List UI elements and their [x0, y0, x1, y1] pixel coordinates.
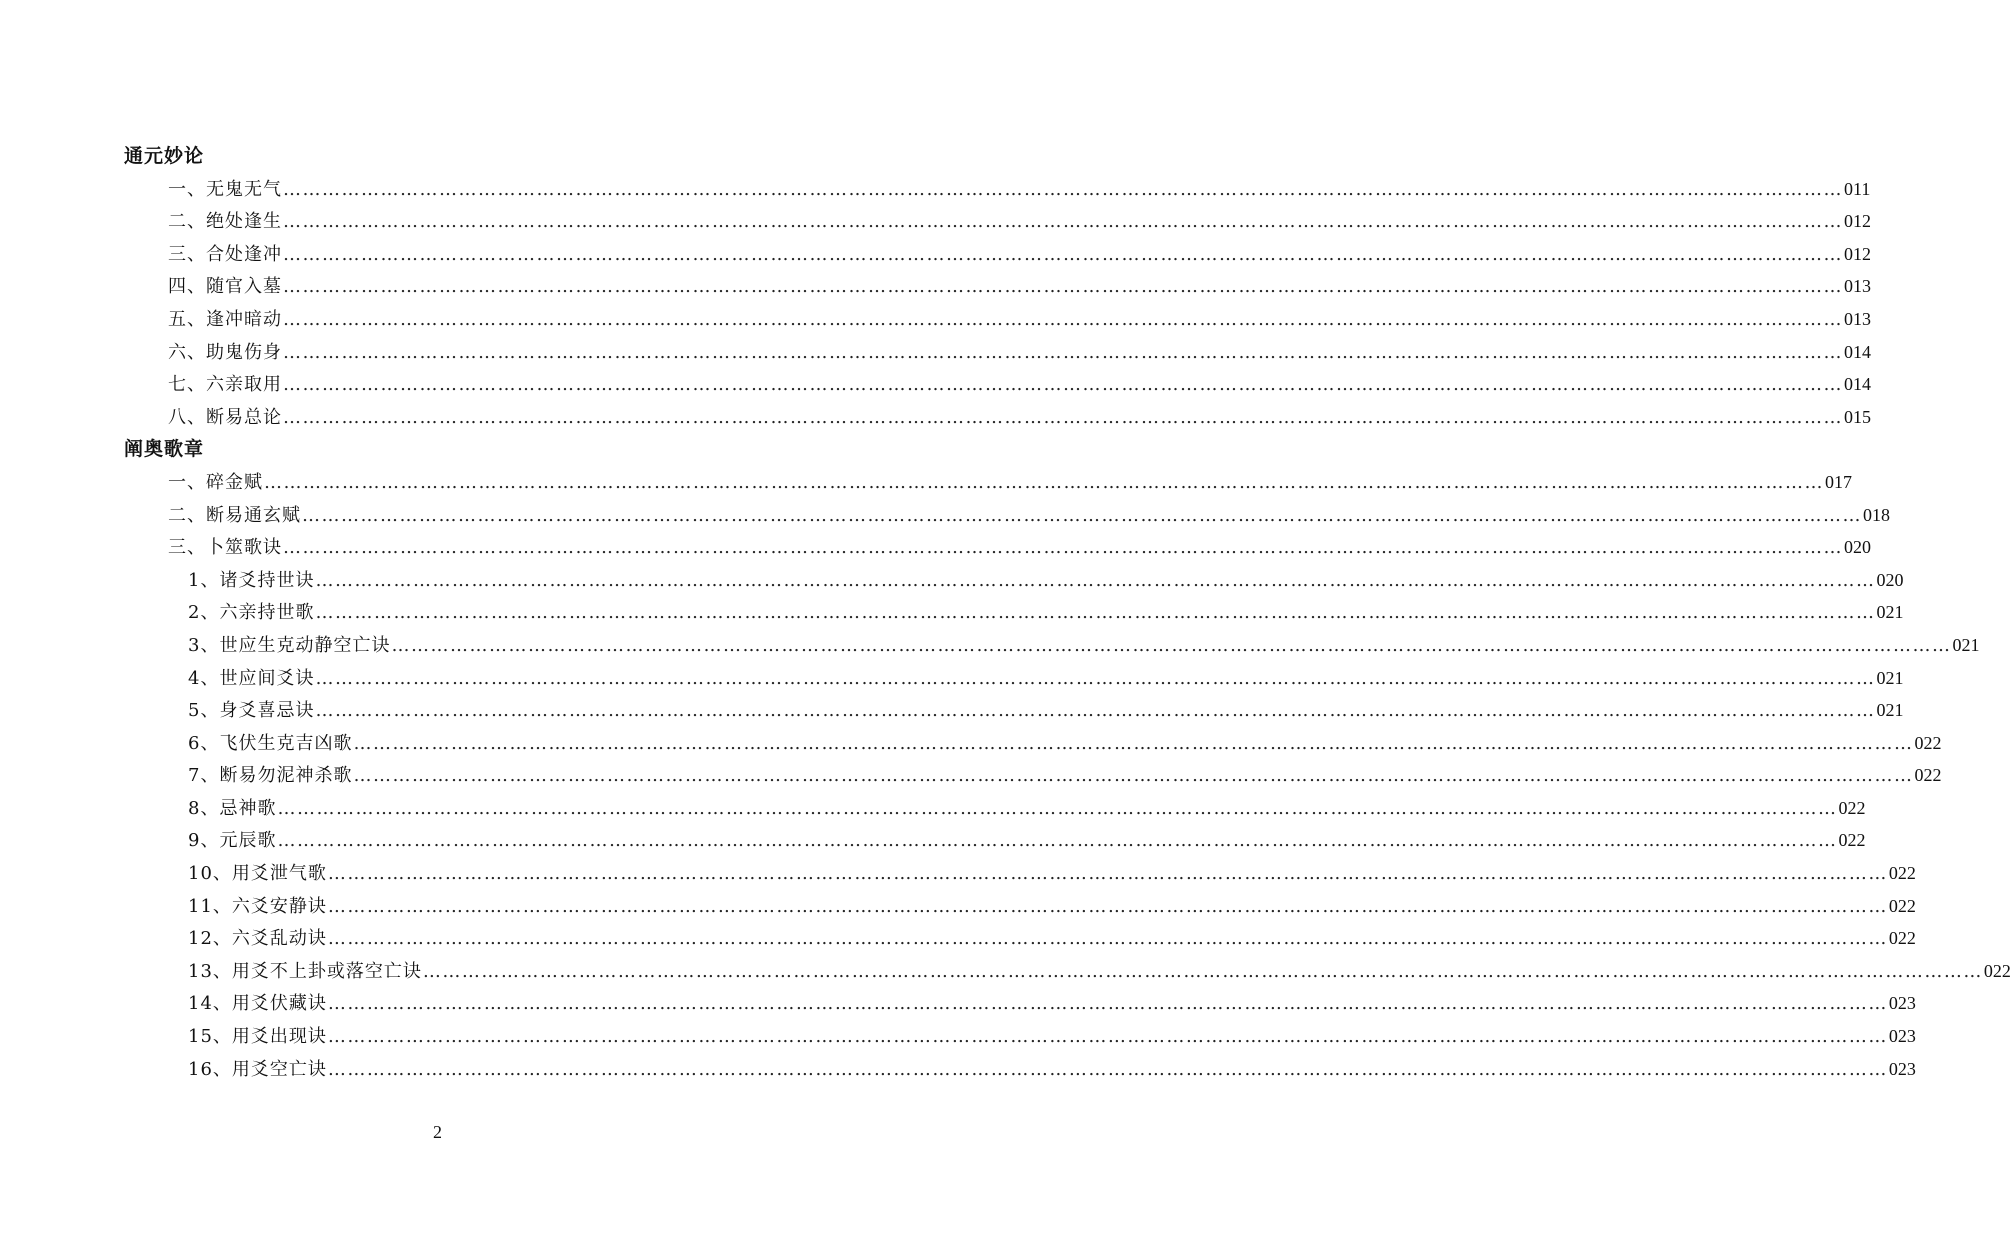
- toc-entry[interactable]: [124, 368, 1871, 401]
- toc-entry-title: 12、六爻乱动诀: [188, 928, 327, 950]
- toc-entry[interactable]: [124, 987, 1916, 1020]
- toc-entry-title: 三、合处逢冲: [168, 243, 282, 265]
- toc-leader-dots: ……………………………………………………………………………………………………………………………………………………………………………………………………………………: [283, 308, 1843, 330]
- toc-entry[interactable]: [124, 890, 1916, 923]
- toc-entry-title: 11、六爻安静诀: [188, 895, 327, 917]
- toc-entry-title: 10、用爻泄气歌: [188, 863, 327, 885]
- toc-entry[interactable]: [124, 173, 1871, 206]
- toc-entry-title: 二、绝处逢生: [168, 211, 282, 233]
- toc-entry-page: 021: [1876, 667, 1904, 688]
- toc-entry[interactable]: [124, 596, 1904, 629]
- toc-entry-title: 13、用爻不上卦或落空亡诀: [188, 960, 422, 982]
- toc-entry[interactable]: [124, 759, 1942, 792]
- toc-leader-dots: ……………………………………………………………………………………………………………………………………………………………………………………………………………………: [277, 830, 1838, 852]
- toc-entry[interactable]: [124, 955, 2011, 988]
- toc-leader-dots: ……………………………………………………………………………………………………………………………………………………………………………………………………………………: [353, 765, 1914, 787]
- toc-entry-page: 013: [1844, 308, 1871, 329]
- toc-entry-page: 023: [1888, 993, 1916, 1014]
- table-of-contents: [124, 140, 2011, 1085]
- toc-entry-title: 2、六亲持世歌: [188, 602, 315, 624]
- toc-entry-title: 3、世应生克动静空亡诀: [188, 634, 391, 656]
- toc-entry-page: 022: [1838, 797, 1866, 818]
- toc-entry-page: 022: [1838, 830, 1866, 851]
- toc-entry-title: 一、无鬼无气: [168, 178, 282, 200]
- toc-entry[interactable]: [124, 857, 1916, 890]
- toc-leader-dots: ……………………………………………………………………………………………………………………………………………………………………………………………………………………: [327, 895, 1888, 917]
- toc-entry-title: 9、元辰歌: [188, 830, 277, 852]
- toc-entry[interactable]: [124, 694, 1904, 727]
- toc-entry[interactable]: [124, 662, 1904, 695]
- toc-leader-dots: ……………………………………………………………………………………………………………………………………………………………………………………………………………………: [302, 504, 1862, 526]
- toc-entry-page: 018: [1863, 504, 1890, 525]
- toc-entry[interactable]: [124, 205, 1871, 238]
- toc-leader-dots: ……………………………………………………………………………………………………………………………………………………………………………………………………………………: [327, 1026, 1888, 1048]
- toc-entry[interactable]: [124, 238, 1871, 271]
- toc-entry-page: 021: [1876, 700, 1904, 721]
- toc-entry[interactable]: [124, 824, 1866, 857]
- toc-leader-dots: ……………………………………………………………………………………………………………………………………………………………………………………………………………………: [315, 602, 1876, 624]
- toc-entry-title: 一、碎金赋: [168, 471, 263, 493]
- toc-leader-dots: ……………………………………………………………………………………………………………………………………………………………………………………………………………………: [327, 1058, 1888, 1080]
- toc-leader-dots: ……………………………………………………………………………………………………………………………………………………………………………………………………………………: [283, 243, 1843, 265]
- toc-entry-title: 五、逢冲暗动: [168, 308, 282, 330]
- toc-entry-page: 012: [1844, 211, 1871, 232]
- toc-entry[interactable]: [124, 401, 1871, 434]
- toc-leader-dots: ……………………………………………………………………………………………………………………………………………………………………………………………………………………: [327, 993, 1888, 1015]
- toc-entry-title: 七、六亲取用: [168, 374, 282, 396]
- toc-entry[interactable]: [124, 531, 1871, 564]
- toc-entry-page: 020: [1844, 537, 1871, 558]
- toc-entry-title: 6、飞伏生克吉凶歌: [188, 732, 353, 754]
- toc-entry-title: 14、用爻伏藏诀: [188, 993, 327, 1015]
- toc-entry-page: 015: [1844, 406, 1871, 427]
- toc-leader-dots: ……………………………………………………………………………………………………………………………………………………………………………………………………………………: [315, 667, 1876, 689]
- toc-entry-page: 012: [1844, 243, 1871, 264]
- toc-entry-title: 8、忌神歌: [188, 797, 277, 819]
- toc-entry[interactable]: [124, 629, 1980, 662]
- toc-entry-page: 014: [1844, 341, 1871, 362]
- toc-entry-page: 022: [1983, 960, 2011, 981]
- toc-entry-page: 013: [1844, 276, 1871, 297]
- toc-entry-page: 014: [1844, 374, 1871, 395]
- toc-entry-title: 5、身爻喜忌诀: [188, 700, 315, 722]
- toc-entry[interactable]: [124, 1053, 1916, 1086]
- toc-entry-page: 022: [1914, 765, 1942, 786]
- toc-entry-page: 023: [1888, 1058, 1916, 1079]
- toc-entry-page: 022: [1888, 895, 1916, 916]
- toc-entry-page: 022: [1888, 863, 1916, 884]
- toc-entry[interactable]: [124, 792, 1866, 825]
- toc-leader-dots: ……………………………………………………………………………………………………………………………………………………………………………………………………………………: [353, 732, 1914, 754]
- toc-entry-title: 二、断易通玄赋: [168, 504, 301, 526]
- toc-entry-page: 017: [1825, 471, 1852, 492]
- toc-entry-title: 八、断易总论: [168, 406, 282, 428]
- toc-entry-page: 021: [1876, 602, 1904, 623]
- toc-entry-page: 023: [1888, 1026, 1916, 1047]
- toc-leader-dots: ……………………………………………………………………………………………………………………………………………………………………………………………………………………: [283, 178, 1843, 200]
- toc-entry-page: 022: [1888, 928, 1916, 949]
- toc-entry[interactable]: [124, 466, 1852, 499]
- toc-entry-title: 四、随官入墓: [168, 276, 282, 298]
- toc-leader-dots: ……………………………………………………………………………………………………………………………………………………………………………………………………………………: [327, 928, 1888, 950]
- toc-leader-dots: ……………………………………………………………………………………………………………………………………………………………………………………………………………………: [283, 341, 1843, 363]
- toc-entry-title: 三、卜筮歌诀: [168, 537, 282, 559]
- toc-leader-dots: ……………………………………………………………………………………………………………………………………………………………………………………………………………………: [283, 276, 1843, 298]
- toc-entry[interactable]: [124, 922, 1916, 955]
- toc-entry-title: 1、诸爻持世诀: [188, 569, 315, 591]
- toc-leader-dots: ……………………………………………………………………………………………………………………………………………………………………………………………………………………: [422, 960, 1983, 982]
- toc-leader-dots: ……………………………………………………………………………………………………………………………………………………………………………………………………………………: [283, 374, 1843, 396]
- toc-section-heading: 阐奥歌章: [124, 438, 205, 461]
- toc-entry-page: 022: [1914, 732, 1942, 753]
- toc-entry-title: 六、助鬼伤身: [168, 341, 282, 363]
- toc-entry-page: 021: [1952, 634, 1980, 655]
- toc-leader-dots: ……………………………………………………………………………………………………………………………………………………………………………………………………………………: [315, 700, 1876, 722]
- toc-entry-title: 15、用爻出现诀: [188, 1026, 327, 1048]
- toc-entry[interactable]: [124, 303, 1871, 336]
- toc-entry-title: 16、用爻空亡诀: [188, 1058, 327, 1080]
- toc-leader-dots: ……………………………………………………………………………………………………………………………………………………………………………………………………………………: [277, 797, 1838, 819]
- toc-entry[interactable]: [124, 499, 1890, 532]
- toc-leader-dots: ……………………………………………………………………………………………………………………………………………………………………………………………………………………: [391, 634, 1952, 656]
- toc-entry[interactable]: [124, 564, 1904, 597]
- toc-leader-dots: ……………………………………………………………………………………………………………………………………………………………………………………………………………………: [283, 211, 1843, 233]
- toc-entry[interactable]: [124, 336, 1871, 369]
- toc-entry-title: 7、断易勿泥神杀歌: [188, 765, 353, 787]
- toc-entry-page: 011: [1844, 178, 1871, 199]
- toc-entry[interactable]: [124, 270, 1871, 303]
- toc-entry[interactable]: [124, 1020, 1916, 1053]
- toc-leader-dots: ……………………………………………………………………………………………………………………………………………………………………………………………………………………: [264, 471, 1824, 493]
- toc-leader-dots: ……………………………………………………………………………………………………………………………………………………………………………………………………………………: [283, 406, 1843, 428]
- toc-entry[interactable]: [124, 727, 1942, 760]
- toc-leader-dots: ……………………………………………………………………………………………………………………………………………………………………………………………………………………: [283, 537, 1843, 559]
- toc-leader-dots: ……………………………………………………………………………………………………………………………………………………………………………………………………………………: [327, 863, 1888, 885]
- toc-section-heading: 通元妙论: [124, 145, 205, 167]
- toc-entry-title: 4、世应间爻诀: [188, 667, 315, 689]
- toc-leader-dots: ……………………………………………………………………………………………………………………………………………………………………………………………………………………: [315, 569, 1876, 591]
- toc-entry-page: 020: [1876, 569, 1904, 590]
- page-number: 2: [433, 1122, 442, 1142]
